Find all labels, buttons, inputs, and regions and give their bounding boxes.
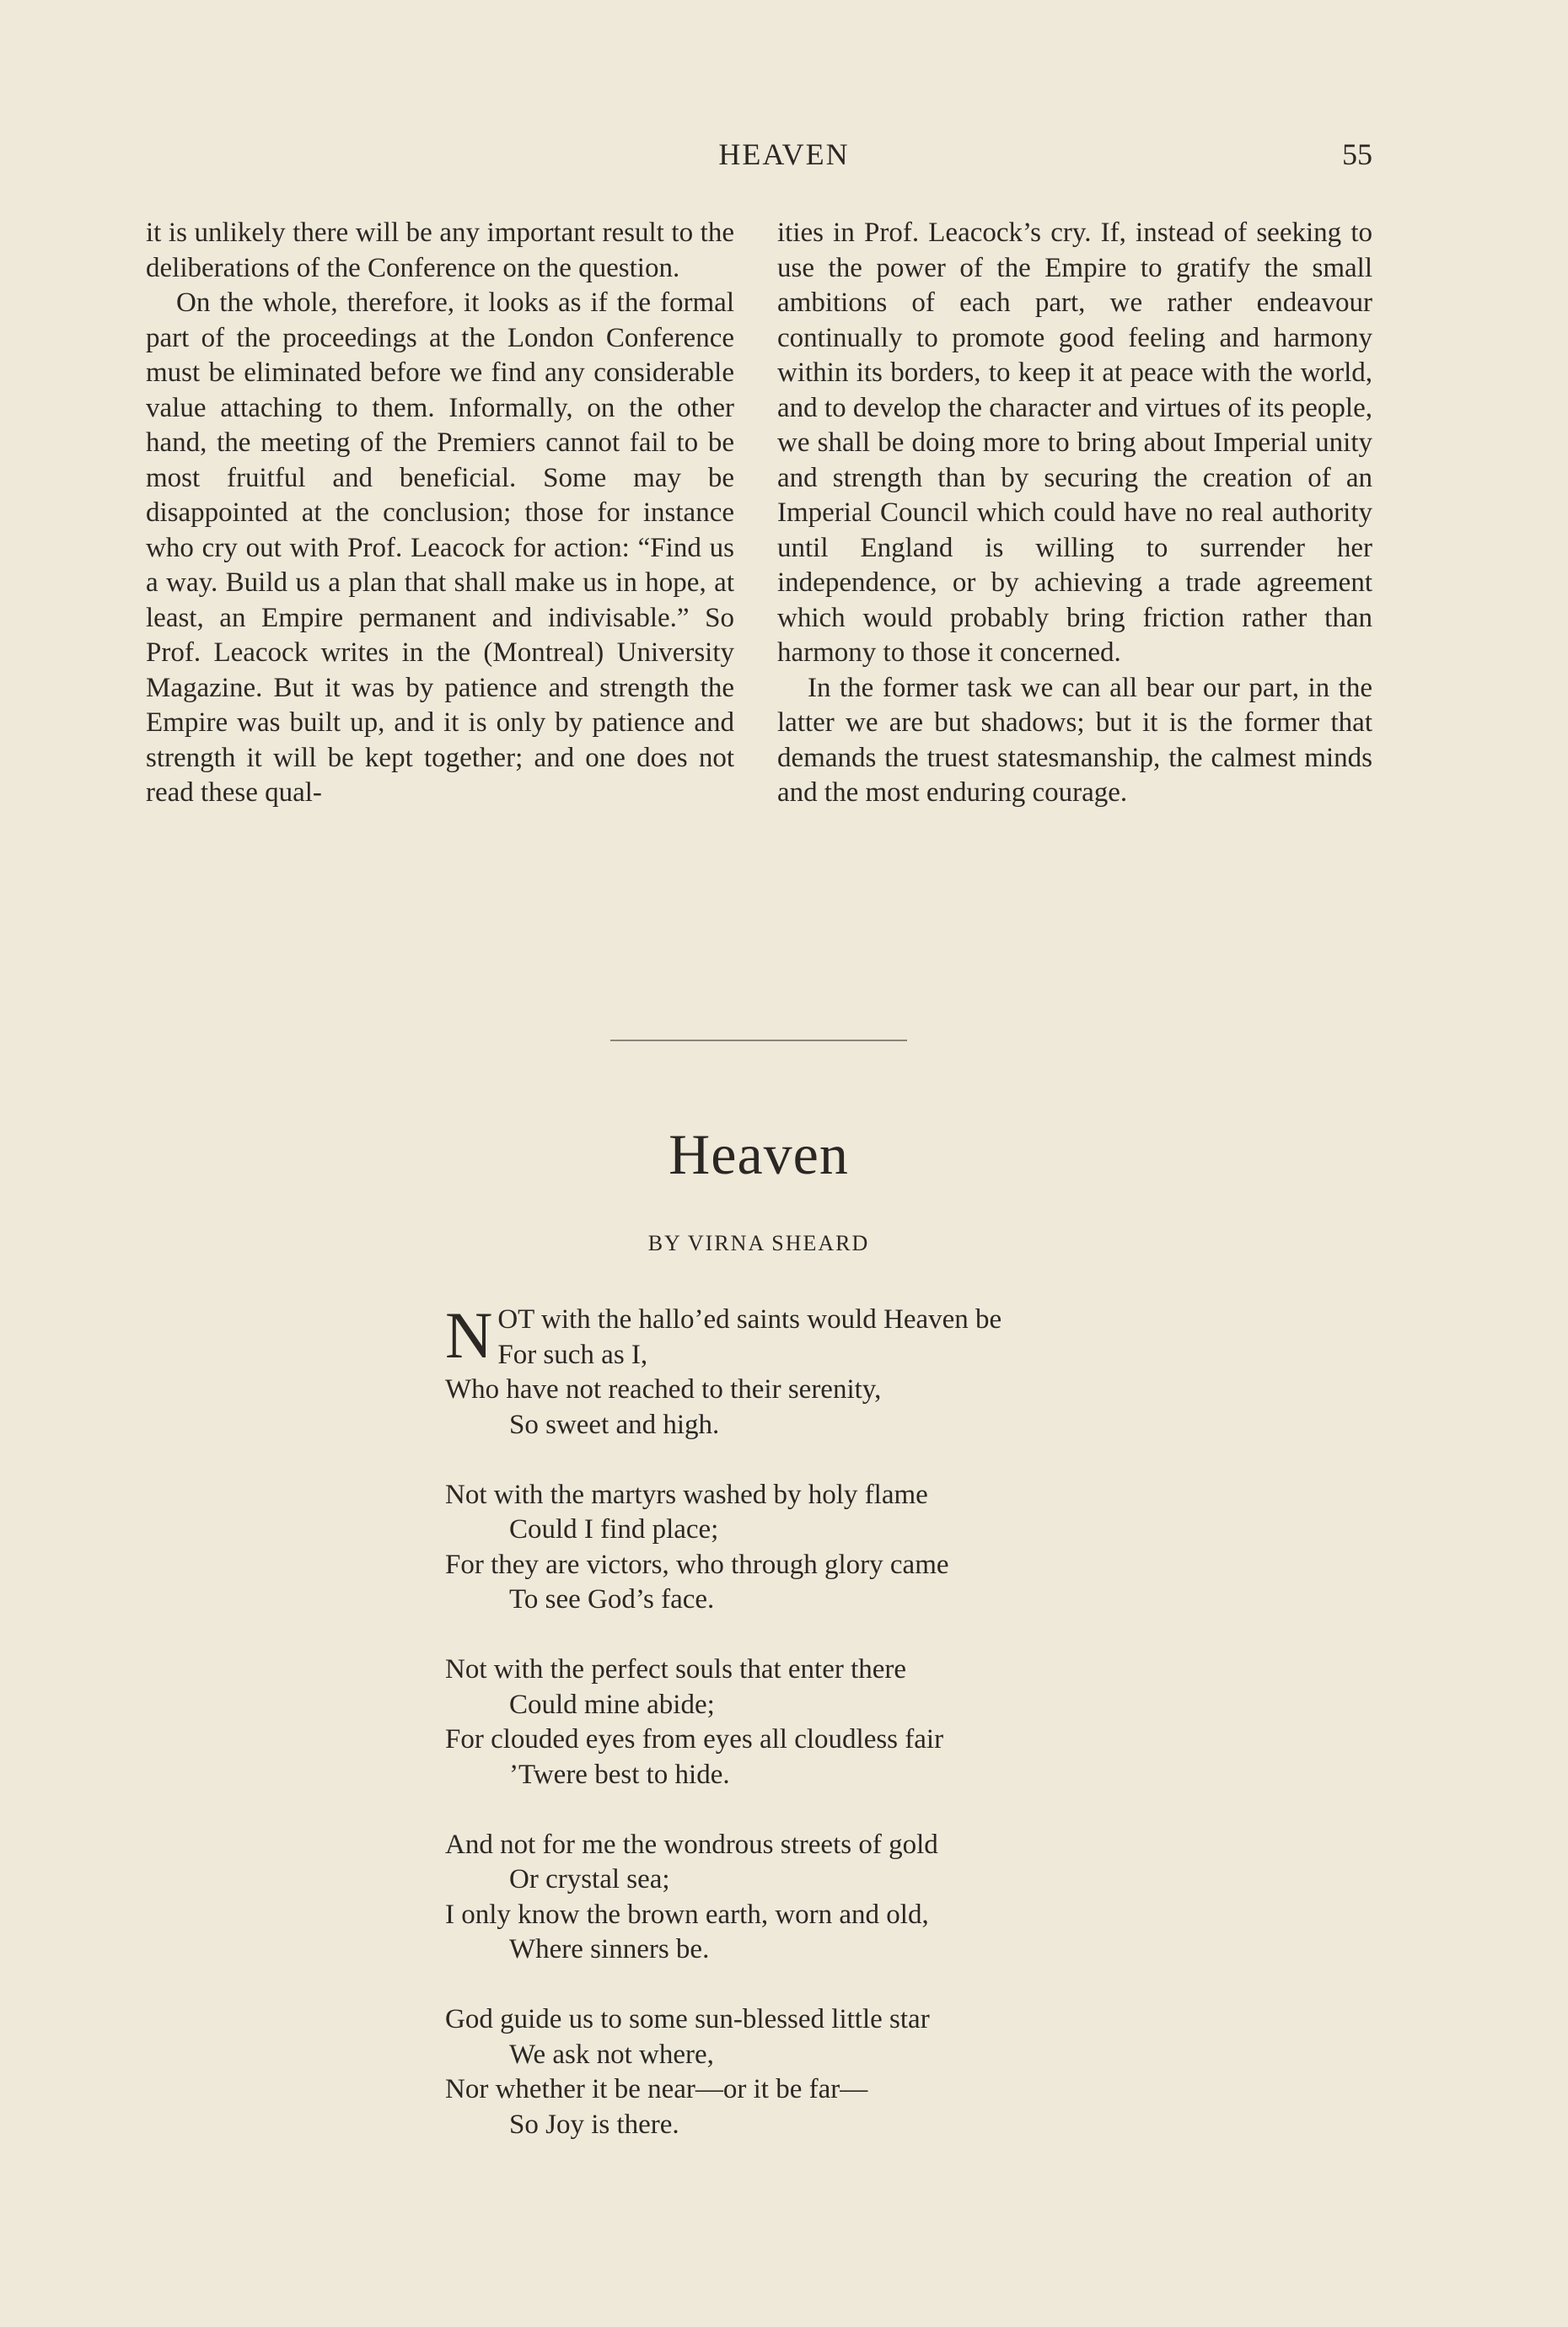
poem-line: Nor whether it be near—or it be far—: [445, 2074, 868, 2104]
poem-line: We ask not where,: [509, 2039, 714, 2070]
essay-right-column: [777, 216, 1372, 811]
poem-byline: BY VIRNA SHEARD: [647, 1231, 870, 1255]
poem-line: Not with the perfect souls that enter there: [445, 1654, 907, 1685]
poem-title: Heaven: [669, 1122, 849, 1186]
poem-line: Where sinners be.: [509, 1934, 710, 1964]
section-divider: [610, 1040, 907, 1041]
poem-line: ’Twere best to hide.: [509, 1759, 730, 1790]
poem-stanza: [445, 1478, 1204, 1618]
essay-paragraph: In the former task we can all bear our part, in the latter we are but shadows; but it is the former that demands the truest statesmanship, the calmest minds and the most enduring courage.: [777, 672, 1372, 808]
poem-line: For they are victors, who through glory came: [445, 1549, 949, 1580]
poem-line: For such as I,: [497, 1339, 648, 1370]
running-title: HEAVEN: [718, 137, 850, 171]
poem-line: To see God’s face.: [509, 1584, 715, 1615]
poem-body: [445, 1298, 1204, 2178]
page-number: 55: [1342, 137, 1372, 171]
poem-line: God guide us to some sun-blessed little star: [445, 2004, 930, 2034]
poem-line: So sweet and high.: [509, 1409, 720, 1440]
poem-line: I only know the brown earth, worn and old,: [445, 1899, 929, 1930]
poem-line: For clouded eyes from eyes all cloudless fair: [445, 1724, 944, 1755]
poem-stanza: [445, 1298, 1204, 1443]
essay-left-column: [146, 216, 734, 811]
poem-stanza: [445, 1828, 1204, 1968]
poem-stanza: [445, 1653, 1204, 1792]
poem-line: Could I find place;: [509, 1514, 719, 1545]
poem-line: And not for me the wondrous streets of gold: [445, 1829, 938, 1860]
poem-line: Who have not reached to their serenity,: [445, 1374, 882, 1405]
essay-paragraph: it is unlikely there will be any important result to the deliberations of the Conference on the question.: [146, 218, 734, 283]
poem-line: Could mine abide;: [509, 1689, 715, 1720]
poem-stanza: [445, 2002, 1204, 2142]
poem-line: So Joy is there.: [509, 2109, 679, 2140]
essay-paragraph: On the whole, therefore, it looks as if the formal part of the proceedings at the London Conference must be eliminated before we find any considerable value attaching to them. Informally, on the other hand, the meeting of the Premiers cannot fail to be most fruitful and beneficial. Some may be disappointed at the conclusion; those for instance who cry out with Prof. Leacock for action: “Find us a way. Build us a plan that shall make us in hope, at least, an Empire permanent and indivisable.” So Prof. Leacock writes in the (Montreal) University Magazine. But it was by patience and strength the Empire was built up, and it is only by patience and strength it will be kept together; and one does not read these qual-: [146, 288, 734, 808]
poem-line: OT with the hallo’ed saints would Heaven be: [497, 1304, 1002, 1335]
drop-cap: N: [445, 1298, 493, 1372]
poem-line: Or crystal sea;: [509, 1864, 670, 1894]
poem-line: Not with the martyrs washed by holy flame: [445, 1479, 928, 1510]
essay-paragraph: ities in Prof. Leacock’s cry. If, instead of seeking to use the power of the Empire to gratify the small ambitions of each part, we rather endeavour continually to promote good feeling and harmony within its borders, to keep it at peace with the world, and to develop the character and virtues of its people, we shall be doing more to bring about Imperial unity and strength than by securing the creation of an Imperial Council which could have no real authority until England is willing to surrender her independence, or by achieving a trade agreement which would probably bring friction rather than harmony to those it concerned.: [777, 218, 1372, 668]
